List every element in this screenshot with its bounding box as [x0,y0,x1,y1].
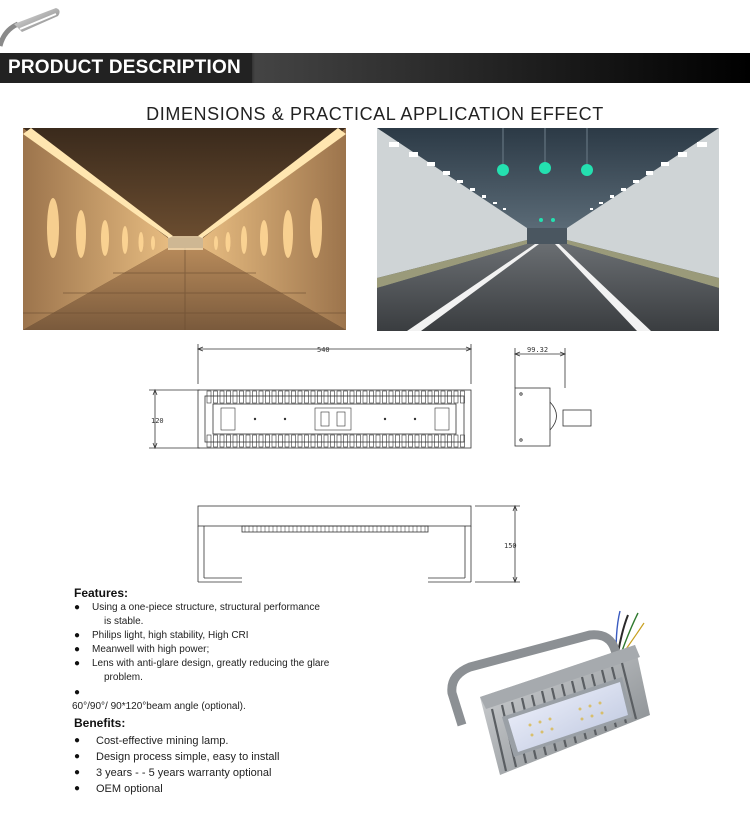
feature-item-3: Meanwell with high power; [92,644,210,655]
bullet-icon: ● [74,658,81,669]
feature-item-1-line2: is stable. [104,616,144,627]
tunnel-photo-road [377,128,719,331]
bullet-icon: ● [74,687,81,698]
dimension-drawing-top [145,340,480,455]
bullet-icon: ● [74,630,81,641]
led-floodlight-product [440,605,655,785]
benefit-item-4: OEM optional [96,783,163,795]
dim-front-height-label: 150 [504,542,517,550]
benefit-item-2: Design process simple, easy to install [96,751,280,763]
benefit-item-3: 3 years - - 5 years warranty optional [96,767,272,779]
bullet-icon: ● [74,751,81,762]
bullet-icon: ● [74,767,81,778]
feature-item-2: Philips light, high stability, High CRI [92,630,249,641]
dim-height-label: 120 [151,417,164,425]
dim-side-label: 99.32 [527,346,549,354]
dimension-drawing-side [505,340,605,455]
bullet-icon: ● [74,783,81,794]
bullet-icon: ● [74,602,81,613]
dim-width-label: 540 [317,346,330,354]
street-lamp-logo [0,0,70,50]
feature-beam-note: 60°/90°/ 90*120°beam angle (optional). [72,701,246,712]
features-heading: Features: [74,586,129,600]
benefits-heading: Benefits: [74,716,126,730]
feature-item-4-line1: Lens with anti-glare design, greatly reducing the glare [92,658,330,669]
section-title: DIMENSIONS & PRACTICAL APPLICATION EFFECT [146,104,604,124]
benefit-item-1: Cost-effective mining lamp. [96,735,229,747]
dimension-drawing-front [190,502,530,587]
page-title: PRODUCT DESCRIPTION [8,57,241,78]
tunnel-photo-warm [23,128,346,330]
feature-item-1-line1: Using a one-piece structure, structural performance [92,602,320,613]
bullet-icon: ● [74,735,81,746]
bullet-icon: ● [74,644,81,655]
feature-item-4-line2: problem. [104,672,143,683]
